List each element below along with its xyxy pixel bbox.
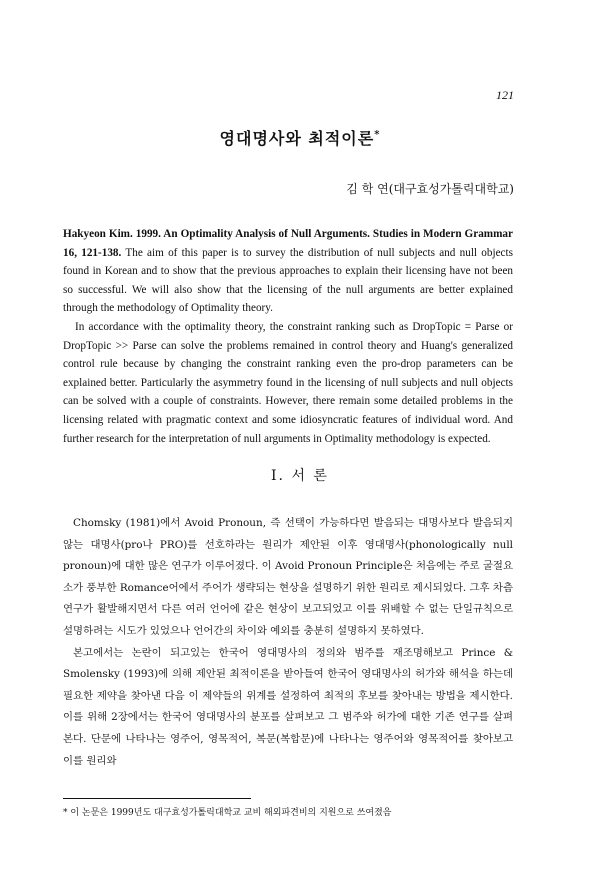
paper-title bbox=[0, 126, 600, 149]
title-footnote-mark: * bbox=[374, 129, 381, 141]
section-heading: I. 서 론 bbox=[271, 468, 329, 484]
title-text: 영대명사와 최적이론 bbox=[219, 129, 375, 148]
footnote: * 이 논문은 1999년도 대구효성가톨릭대학교 교비 해외파견비의 지원으로 쓰여졌음 bbox=[63, 808, 392, 818]
page-number: 121 bbox=[496, 88, 514, 102]
author-affiliation: 김 학 연(대구효성가톨릭대학교) bbox=[346, 182, 514, 196]
footnote-divider bbox=[63, 798, 251, 799]
abstract-paragraph-2: In accordance with the optimality theory, the constraint ranking such as DropTopic = Parse or DropTopic >> Parse can solve the problems remained in control theory and Huang's generalized control rule because by changing the constraint ranking even the pro-drop parameters can be explained better. Particularly the asymmetry found in the licensing of null subjects and null objects can be solved with a couple of constraints. However, there remain some detailed problems in the licensing related with pragmatic context and some idiosyncratic features of individual word. And further research for the interpretation of null arguments in Optimality methodology is expected. bbox=[63, 320, 513, 445]
body-paragraph-1: Chomsky (1981)에서 Avoid Pronoun, 즉 선택이 가능하다면 발음되는 대명사보다 발음되지 않는 대명사(pro나 PRO)를 선호하라는 원리가 제안된 이후 영대명사(phonologically null pronoun)에 대한 많은 연구가 이루어졌다. 이 Avoid Pronoun Principle은 처음에는 주로 굴절요소가 풍부한 Romance어에서 주어가 생략되는 현상을 설명하기 위한 원리로 제시되었다. 그후 차츰 연구가 활발해지면서 다른 여러 언어에 같은 현상이 보고되었고 이를 위배할 수 없는 단일규칙으로 설명하려는 시도가 있었으나 언어간의 차이와 예외를 충분히 설명하지 못하였다. bbox=[63, 517, 513, 637]
abstract bbox=[63, 225, 513, 448]
body-paragraph-2: 본고에서는 논란이 되고있는 한국어 영대명사의 정의와 범주를 재조명해보고 Prince & Smolensky (1993)에 의해 제안된 최적이론을 받아들여 한국어 영대명사의 허가와 해석을 하는데 필요한 제약을 찾아낸 다음 이 제약들의 위계를 설정하여 최적의 후보를 찾아내는 방법을 제시한다. 이를 위해 2장에서는 한국어 영대명사의 분포를 살펴보고 그 범주와 허가에 대한 기존 연구를 살펴본다. 단문에 나타나는 영주어, 영목적어, 복문(복합문)에 나타나는 영주어와 영목적어를 찾아보고 이를 원리와 bbox=[63, 646, 513, 767]
abstract-paragraph-1 bbox=[63, 225, 513, 318]
body-text bbox=[63, 513, 513, 772]
abstract-citation: Hakyeon Kim. 1999. An Optimality Analysis of Null Arguments. Studies in Modern Grammar 16, 121-138. bbox=[63, 228, 513, 259]
abstract-text-1: The aim of this paper is to survey the distribution of null subjects and null objects found in Korean and to show that the previous approaches to explain their licensing have not been so successful. We will also show that the licensing of the null arguments are better explained through the methodology of Optimality theory. bbox=[63, 246, 513, 315]
